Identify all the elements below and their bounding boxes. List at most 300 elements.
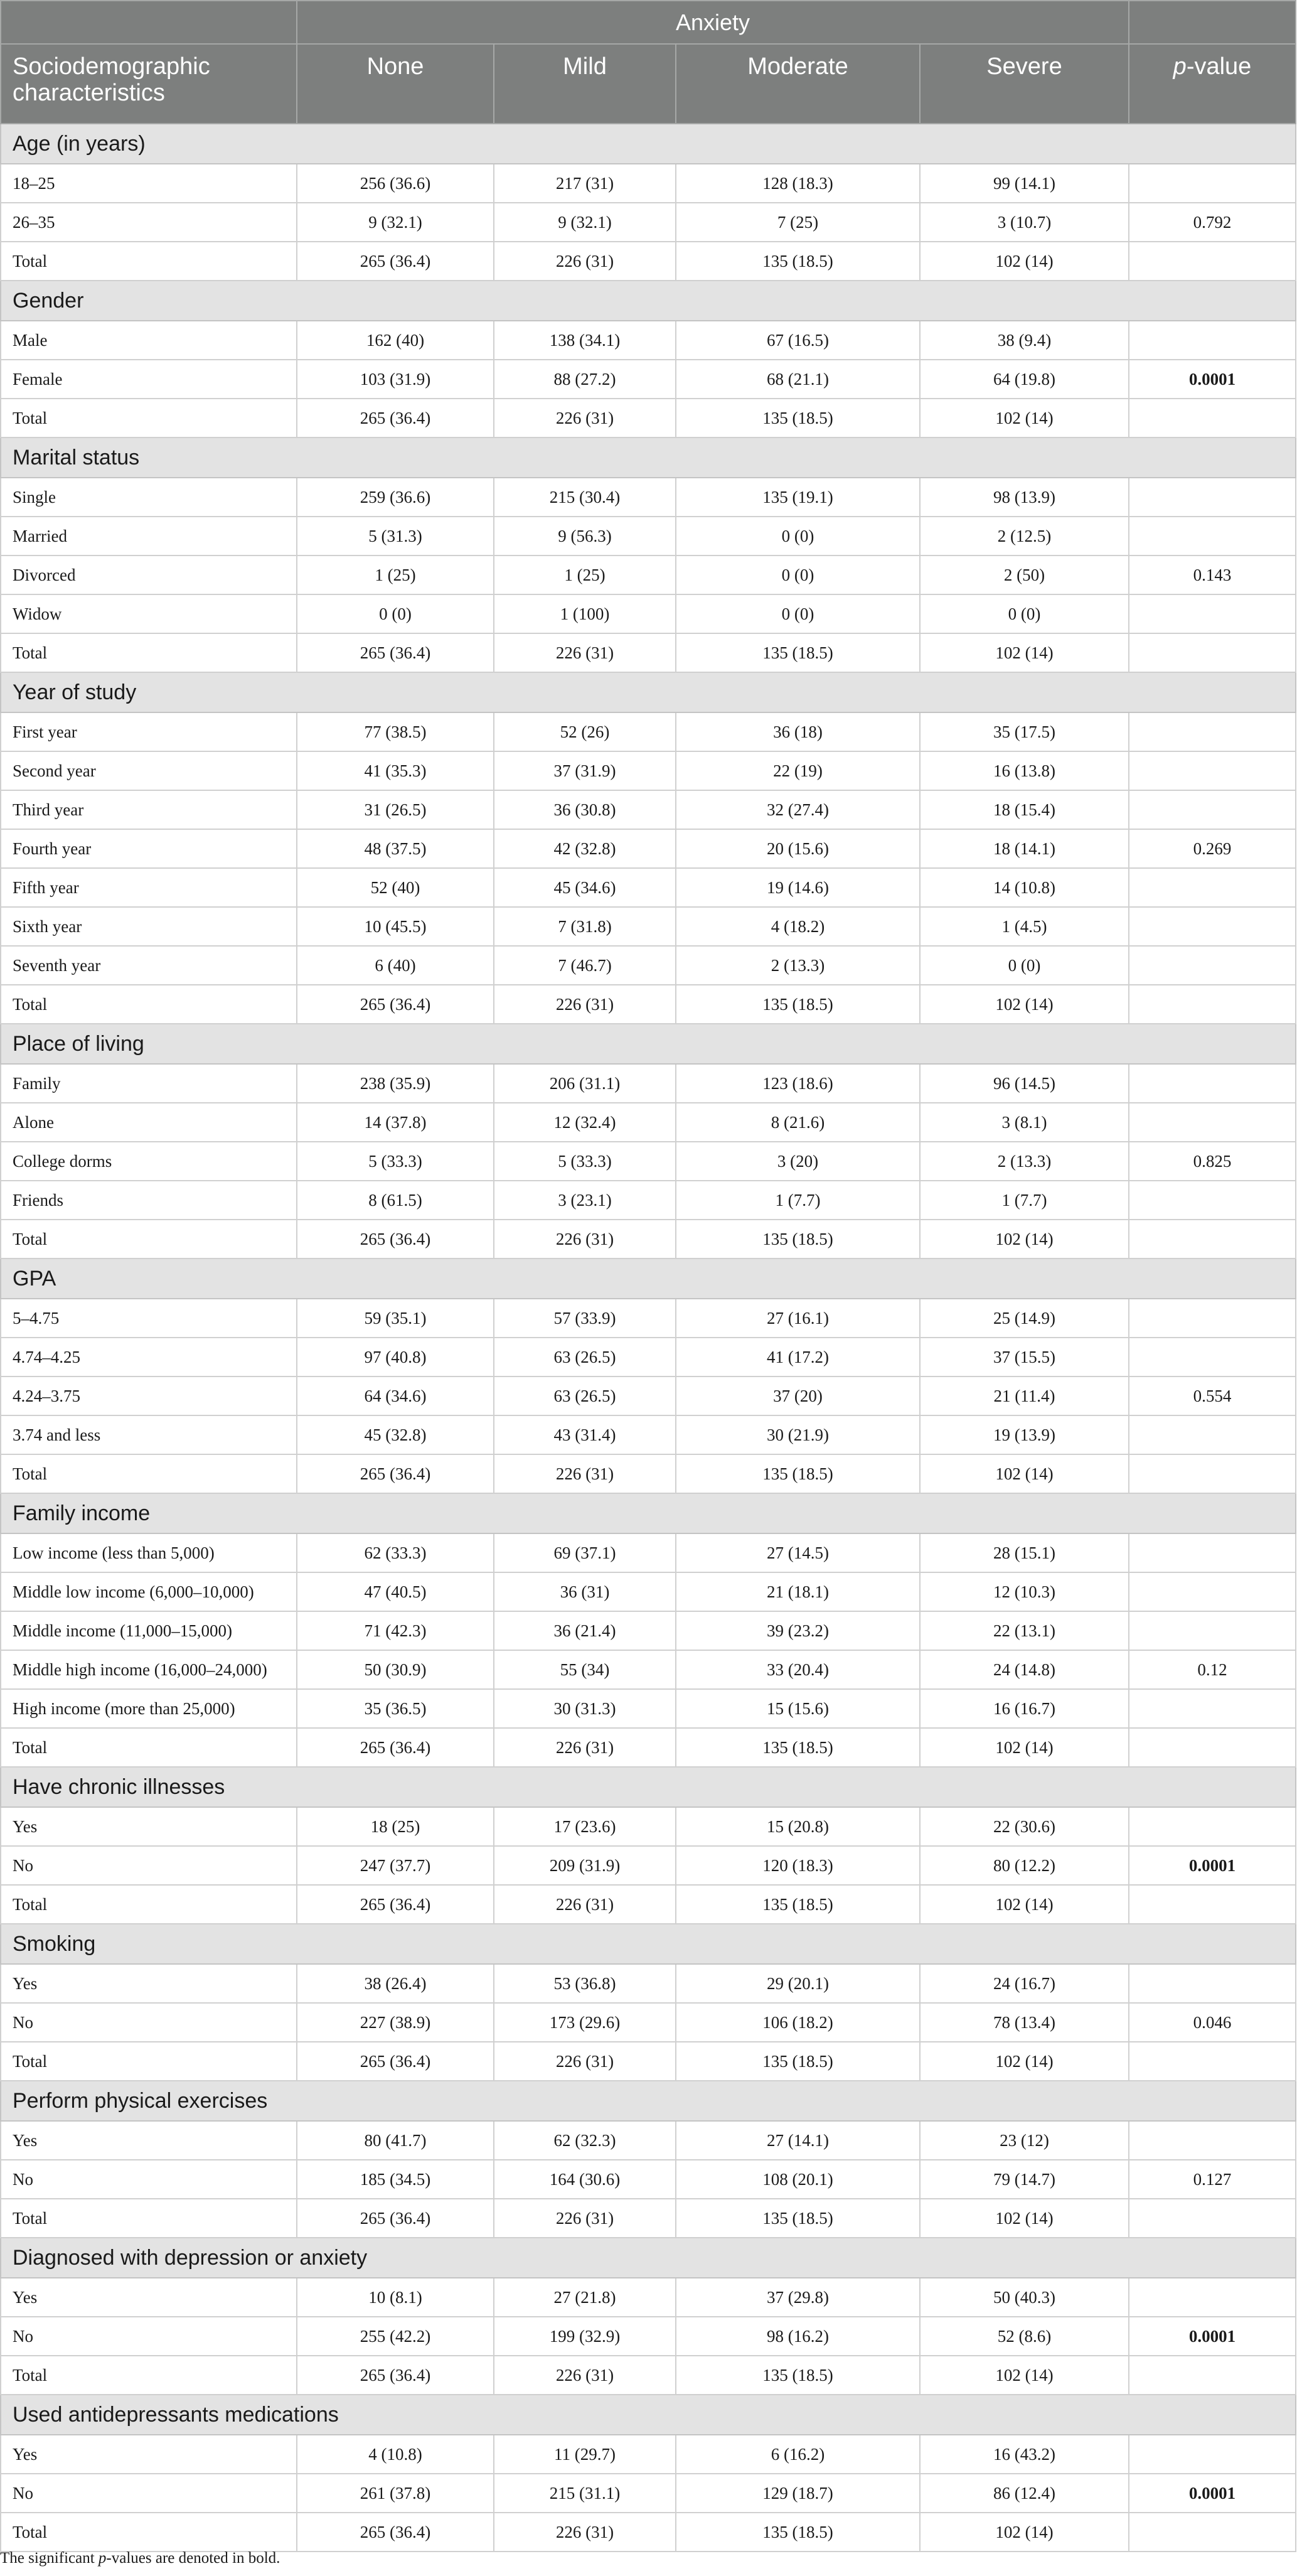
section-title: Have chronic illnesses: [1, 1767, 1296, 1807]
table-row: [1, 1572, 1296, 1611]
value-cell: 135 (18.5): [676, 1728, 920, 1767]
row-label: High income (more than 25,000): [1, 1689, 297, 1728]
pvalue-cell: [1129, 517, 1296, 555]
value-cell: 29 (20.1): [676, 1964, 920, 2003]
value-cell: 35 (17.5): [920, 712, 1129, 751]
section-title: Age (in years): [1, 124, 1296, 164]
row-label: Total: [1, 1454, 297, 1493]
value-cell: 37 (29.8): [676, 2278, 920, 2317]
pvalue-cell: [1129, 946, 1296, 985]
value-cell: 2 (50): [920, 555, 1129, 594]
row-label: Male: [1, 321, 297, 360]
level-header: Severe: [920, 44, 1129, 124]
section-header-row: [1, 1767, 1296, 1807]
pvalue-cell: [1129, 1885, 1296, 1924]
row-label: Divorced: [1, 555, 297, 594]
value-cell: 259 (36.6): [297, 478, 494, 517]
pvalue-cell: 0.0001: [1129, 360, 1296, 399]
table-row: [1, 164, 1296, 203]
row-label: No: [1, 1846, 297, 1885]
value-cell: 261 (37.8): [297, 2474, 494, 2513]
value-cell: 9 (32.1): [494, 203, 676, 242]
row-label: Yes: [1, 1964, 297, 2003]
value-cell: 22 (13.1): [920, 1611, 1129, 1650]
pvalue-cell: [1129, 164, 1296, 203]
table-row: [1, 203, 1296, 242]
section-title: Smoking: [1, 1924, 1296, 1964]
value-cell: 3 (8.1): [920, 1103, 1129, 1142]
value-cell: 0 (0): [676, 594, 920, 633]
row-label: 5–4.75: [1, 1299, 297, 1338]
section-header-row: [1, 1258, 1296, 1299]
value-cell: 3 (23.1): [494, 1181, 676, 1220]
table-row: [1, 1885, 1296, 1924]
pvalue-cell: 0.143: [1129, 555, 1296, 594]
row-label: Fifth year: [1, 868, 297, 907]
value-cell: 38 (26.4): [297, 1964, 494, 2003]
value-cell: 18 (15.4): [920, 790, 1129, 829]
pvalue-cell: [1129, 1807, 1296, 1846]
value-cell: 8 (61.5): [297, 1181, 494, 1220]
table-row: [1, 399, 1296, 437]
table-row: [1, 751, 1296, 790]
value-cell: 97 (40.8): [297, 1338, 494, 1377]
value-cell: 103 (31.9): [297, 360, 494, 399]
value-cell: 102 (14): [920, 1454, 1129, 1493]
table-row: [1, 712, 1296, 751]
row-label: Total: [1, 1728, 297, 1767]
pvalue-cell: [1129, 2199, 1296, 2238]
value-cell: 173 (29.6): [494, 2003, 676, 2042]
value-cell: 0 (0): [676, 555, 920, 594]
value-cell: 265 (36.4): [297, 1728, 494, 1767]
value-cell: 27 (14.5): [676, 1533, 920, 1572]
row-label: Yes: [1, 1807, 297, 1846]
value-cell: 27 (21.8): [494, 2278, 676, 2317]
value-cell: 256 (36.6): [297, 164, 494, 203]
section-title: Family income: [1, 1493, 1296, 1533]
row-label: Yes: [1, 2278, 297, 2317]
pvalue-cell: [1129, 242, 1296, 281]
row-label: Friends: [1, 1181, 297, 1220]
table-row: [1, 1181, 1296, 1220]
row-label: Alone: [1, 1103, 297, 1142]
value-cell: 42 (32.8): [494, 829, 676, 868]
table-row: [1, 1650, 1296, 1689]
value-cell: 265 (36.4): [297, 2199, 494, 2238]
section-header-row: [1, 281, 1296, 321]
value-cell: 265 (36.4): [297, 2513, 494, 2552]
value-cell: 102 (14): [920, 633, 1129, 672]
value-cell: 226 (31): [494, 1454, 676, 1493]
pvalue-cell: [1129, 399, 1296, 437]
value-cell: 4 (18.2): [676, 907, 920, 946]
pvalue-cell: [1129, 478, 1296, 517]
header-row-group: [1, 1, 1296, 44]
level-header: Moderate: [676, 44, 920, 124]
value-cell: 135 (18.5): [676, 1220, 920, 1258]
value-cell: 0 (0): [297, 594, 494, 633]
row-label: No: [1, 2474, 297, 2513]
pvalue-cell: [1129, 1964, 1296, 2003]
anxiety-group-header: Anxiety: [297, 1, 1129, 44]
value-cell: 16 (16.7): [920, 1689, 1129, 1728]
section-title: Diagnosed with depression or anxiety: [1, 2238, 1296, 2278]
pvalue-cell: 0.0001: [1129, 1846, 1296, 1885]
pvalue-cell: [1129, 1689, 1296, 1728]
pvalue-cell: [1129, 1299, 1296, 1338]
value-cell: 5 (33.3): [494, 1142, 676, 1181]
table-row: [1, 321, 1296, 360]
value-cell: 226 (31): [494, 633, 676, 672]
value-cell: 226 (31): [494, 2199, 676, 2238]
table-row: [1, 2199, 1296, 2238]
table-row: [1, 2435, 1296, 2474]
value-cell: 1 (7.7): [920, 1181, 1129, 1220]
value-cell: 135 (18.5): [676, 1454, 920, 1493]
value-cell: 106 (18.2): [676, 2003, 920, 2042]
pvalue-cell: [1129, 2278, 1296, 2317]
value-cell: 80 (12.2): [920, 1846, 1129, 1885]
value-cell: 45 (32.8): [297, 1415, 494, 1454]
row-label: Second year: [1, 751, 297, 790]
pvalue-cell: [1129, 1572, 1296, 1611]
value-cell: 98 (13.9): [920, 478, 1129, 517]
row-label: Single: [1, 478, 297, 517]
row-label: No: [1, 2160, 297, 2199]
value-cell: 226 (31): [494, 1728, 676, 1767]
value-cell: 98 (16.2): [676, 2317, 920, 2356]
row-label: Fourth year: [1, 829, 297, 868]
table-row: [1, 2474, 1296, 2513]
table-row: [1, 2160, 1296, 2199]
value-cell: 164 (30.6): [494, 2160, 676, 2199]
value-cell: 265 (36.4): [297, 1885, 494, 1924]
pvalue-cell: 0.127: [1129, 2160, 1296, 2199]
table-row: [1, 985, 1296, 1024]
value-cell: 19 (13.9): [920, 1415, 1129, 1454]
value-cell: 135 (18.5): [676, 985, 920, 1024]
value-cell: 102 (14): [920, 2513, 1129, 2552]
pvalue-cell: [1129, 790, 1296, 829]
value-cell: 37 (15.5): [920, 1338, 1129, 1377]
value-cell: 185 (34.5): [297, 2160, 494, 2199]
value-cell: 3 (10.7): [920, 203, 1129, 242]
value-cell: 63 (26.5): [494, 1377, 676, 1415]
value-cell: 5 (31.3): [297, 517, 494, 555]
table-row: [1, 1689, 1296, 1728]
pvalue-cell: [1129, 1064, 1296, 1103]
value-cell: 265 (36.4): [297, 1454, 494, 1493]
row-label: 26–35: [1, 203, 297, 242]
value-cell: 135 (19.1): [676, 478, 920, 517]
value-cell: 30 (21.9): [676, 1415, 920, 1454]
value-cell: 135 (18.5): [676, 633, 920, 672]
value-cell: 67 (16.5): [676, 321, 920, 360]
value-cell: 135 (18.5): [676, 242, 920, 281]
pvalue-cell: [1129, 2435, 1296, 2474]
value-cell: 102 (14): [920, 2356, 1129, 2395]
value-cell: 86 (12.4): [920, 2474, 1129, 2513]
table-row: [1, 1220, 1296, 1258]
pvalue-cell: 0.554: [1129, 1377, 1296, 1415]
value-cell: 108 (20.1): [676, 2160, 920, 2199]
table-row: [1, 2042, 1296, 2081]
value-cell: 36 (18): [676, 712, 920, 751]
value-cell: 226 (31): [494, 2513, 676, 2552]
value-cell: 68 (21.1): [676, 360, 920, 399]
row-label: 3.74 and less: [1, 1415, 297, 1454]
value-cell: 102 (14): [920, 399, 1129, 437]
value-cell: 52 (26): [494, 712, 676, 751]
section-title: GPA: [1, 1258, 1296, 1299]
pvalue-cell: 0.269: [1129, 829, 1296, 868]
value-cell: 50 (30.9): [297, 1650, 494, 1689]
value-cell: 226 (31): [494, 2042, 676, 2081]
pvalue-cell: [1129, 2121, 1296, 2160]
value-cell: 128 (18.3): [676, 164, 920, 203]
section-title: Perform physical exercises: [1, 2081, 1296, 2121]
value-cell: 47 (40.5): [297, 1572, 494, 1611]
value-cell: 17 (23.6): [494, 1807, 676, 1846]
pvalue-cell: [1129, 2513, 1296, 2552]
table-row: [1, 2121, 1296, 2160]
value-cell: 162 (40): [297, 321, 494, 360]
pvalue-cell: [1129, 1220, 1296, 1258]
value-cell: 9 (56.3): [494, 517, 676, 555]
row-label: Total: [1, 2199, 297, 2238]
value-cell: 102 (14): [920, 2042, 1129, 2081]
row-label: Middle income (11,000–15,000): [1, 1611, 297, 1650]
value-cell: 31 (26.5): [297, 790, 494, 829]
table-row: [1, 1846, 1296, 1885]
value-cell: 135 (18.5): [676, 2513, 920, 2552]
value-cell: 22 (30.6): [920, 1807, 1129, 1846]
value-cell: 39 (23.2): [676, 1611, 920, 1650]
value-cell: 2 (13.3): [676, 946, 920, 985]
table-row: [1, 1377, 1296, 1415]
value-cell: 7 (31.8): [494, 907, 676, 946]
characteristics-header: Sociodemographic characteristics: [1, 44, 297, 124]
value-cell: 52 (8.6): [920, 2317, 1129, 2356]
table-row: [1, 829, 1296, 868]
value-cell: 226 (31): [494, 399, 676, 437]
level-header: None: [297, 44, 494, 124]
value-cell: 0 (0): [920, 946, 1129, 985]
value-cell: 55 (34): [494, 1650, 676, 1689]
section-title: Place of living: [1, 1024, 1296, 1064]
value-cell: 30 (31.3): [494, 1689, 676, 1728]
row-label: Total: [1, 2513, 297, 2552]
section-title: Marital status: [1, 437, 1296, 478]
table-row: [1, 2356, 1296, 2395]
value-cell: 247 (37.7): [297, 1846, 494, 1885]
value-cell: 64 (34.6): [297, 1377, 494, 1415]
table-row: [1, 1338, 1296, 1377]
value-cell: 36 (21.4): [494, 1611, 676, 1650]
table-row: [1, 1064, 1296, 1103]
table-row: [1, 1454, 1296, 1493]
section-title: Gender: [1, 281, 1296, 321]
value-cell: 135 (18.5): [676, 2356, 920, 2395]
row-label: No: [1, 2317, 297, 2356]
value-cell: 135 (18.5): [676, 399, 920, 437]
value-cell: 209 (31.9): [494, 1846, 676, 1885]
value-cell: 265 (36.4): [297, 985, 494, 1024]
value-cell: 11 (29.7): [494, 2435, 676, 2474]
pvalue-cell: [1129, 594, 1296, 633]
section-header-row: [1, 124, 1296, 164]
value-cell: 12 (32.4): [494, 1103, 676, 1142]
table-row: [1, 1103, 1296, 1142]
value-cell: 41 (17.2): [676, 1338, 920, 1377]
table-row: [1, 1807, 1296, 1846]
section-title: Year of study: [1, 672, 1296, 712]
value-cell: 99 (14.1): [920, 164, 1129, 203]
pvalue-cell: [1129, 2042, 1296, 2081]
value-cell: 265 (36.4): [297, 2042, 494, 2081]
pvalue-cell: [1129, 712, 1296, 751]
row-label: Total: [1, 399, 297, 437]
value-cell: 77 (38.5): [297, 712, 494, 751]
pvalue-cell: [1129, 985, 1296, 1024]
header-empty-cell: [1129, 1, 1296, 44]
table-row: [1, 1415, 1296, 1454]
table-row: [1, 594, 1296, 633]
value-cell: 25 (14.9): [920, 1299, 1129, 1338]
value-cell: 265 (36.4): [297, 2356, 494, 2395]
value-cell: 255 (42.2): [297, 2317, 494, 2356]
table-row: [1, 2513, 1296, 2552]
row-label: Total: [1, 633, 297, 672]
table-row: [1, 1611, 1296, 1650]
row-label: Yes: [1, 2121, 297, 2160]
value-cell: 226 (31): [494, 985, 676, 1024]
pvalue-cell: [1129, 751, 1296, 790]
value-cell: 0 (0): [920, 594, 1129, 633]
section-title: Used antidepressants medications: [1, 2395, 1296, 2435]
table-row: [1, 1728, 1296, 1767]
value-cell: 138 (34.1): [494, 321, 676, 360]
row-label: Total: [1, 1220, 297, 1258]
pvalue-cell: [1129, 868, 1296, 907]
value-cell: 20 (15.6): [676, 829, 920, 868]
value-cell: 21 (18.1): [676, 1572, 920, 1611]
value-cell: 7 (46.7): [494, 946, 676, 985]
row-label: Middle low income (6,000–10,000): [1, 1572, 297, 1611]
value-cell: 69 (37.1): [494, 1533, 676, 1572]
value-cell: 62 (32.3): [494, 2121, 676, 2160]
value-cell: 38 (9.4): [920, 321, 1129, 360]
value-cell: 35 (36.5): [297, 1689, 494, 1728]
row-label: Total: [1, 985, 297, 1024]
section-header-row: [1, 1493, 1296, 1533]
value-cell: 63 (26.5): [494, 1338, 676, 1377]
value-cell: 14 (10.8): [920, 868, 1129, 907]
section-header-row: [1, 672, 1296, 712]
value-cell: 1 (25): [494, 555, 676, 594]
pvalue-cell: [1129, 1728, 1296, 1767]
value-cell: 79 (14.7): [920, 2160, 1129, 2199]
header-row-columns: [1, 44, 1296, 124]
header-empty-cell: [1, 1, 297, 44]
value-cell: 135 (18.5): [676, 2199, 920, 2238]
row-label: Total: [1, 2356, 297, 2395]
value-cell: 7 (25): [676, 203, 920, 242]
value-cell: 15 (15.6): [676, 1689, 920, 1728]
value-cell: 48 (37.5): [297, 829, 494, 868]
row-label: 4.74–4.25: [1, 1338, 297, 1377]
table-row: [1, 1533, 1296, 1572]
value-cell: 226 (31): [494, 1885, 676, 1924]
pvalue-cell: [1129, 633, 1296, 672]
pvalue-cell: 0.825: [1129, 1142, 1296, 1181]
value-cell: 135 (18.5): [676, 2042, 920, 2081]
pvalue-cell: [1129, 1338, 1296, 1377]
value-cell: 3 (20): [676, 1142, 920, 1181]
value-cell: 215 (31.1): [494, 2474, 676, 2513]
row-label: Widow: [1, 594, 297, 633]
row-label: College dorms: [1, 1142, 297, 1181]
value-cell: 102 (14): [920, 1728, 1129, 1767]
value-cell: 8 (21.6): [676, 1103, 920, 1142]
row-label: Total: [1, 242, 297, 281]
pvalue-cell: [1129, 907, 1296, 946]
value-cell: 96 (14.5): [920, 1064, 1129, 1103]
table-row: [1, 790, 1296, 829]
pvalue-cell: 0.0001: [1129, 2317, 1296, 2356]
pvalue-cell: 0.792: [1129, 203, 1296, 242]
table-row: [1, 2003, 1296, 2042]
footnote: The significant p-values are denoted in bold.: [0, 2550, 280, 2567]
value-cell: 45 (34.6): [494, 868, 676, 907]
value-cell: 129 (18.7): [676, 2474, 920, 2513]
row-label: Sixth year: [1, 907, 297, 946]
pvalue-cell: [1129, 1103, 1296, 1142]
value-cell: 88 (27.2): [494, 360, 676, 399]
value-cell: 27 (14.1): [676, 2121, 920, 2160]
section-header-row: [1, 2395, 1296, 2435]
row-label: Total: [1, 1885, 297, 1924]
value-cell: 1 (7.7): [676, 1181, 920, 1220]
value-cell: 21 (11.4): [920, 1377, 1129, 1415]
value-cell: 0 (0): [676, 517, 920, 555]
value-cell: 123 (18.6): [676, 1064, 920, 1103]
table-row: [1, 1299, 1296, 1338]
row-label: Middle high income (16,000–24,000): [1, 1650, 297, 1689]
table-row: [1, 242, 1296, 281]
value-cell: 33 (20.4): [676, 1650, 920, 1689]
pvalue-cell: 0.046: [1129, 2003, 1296, 2042]
pvalue-cell: 0.12: [1129, 1650, 1296, 1689]
value-cell: 32 (27.4): [676, 790, 920, 829]
row-label: Yes: [1, 2435, 297, 2474]
value-cell: 27 (16.1): [676, 1299, 920, 1338]
value-cell: 135 (18.5): [676, 1885, 920, 1924]
value-cell: 1 (25): [297, 555, 494, 594]
value-cell: 52 (40): [297, 868, 494, 907]
value-cell: 59 (35.1): [297, 1299, 494, 1338]
value-cell: 6 (16.2): [676, 2435, 920, 2474]
pvalue-header: p-value: [1129, 44, 1296, 124]
value-cell: 23 (12): [920, 2121, 1129, 2160]
value-cell: 24 (14.8): [920, 1650, 1129, 1689]
value-cell: 5 (33.3): [297, 1142, 494, 1181]
value-cell: 43 (31.4): [494, 1415, 676, 1454]
value-cell: 78 (13.4): [920, 2003, 1129, 2042]
value-cell: 9 (32.1): [297, 203, 494, 242]
row-label: Third year: [1, 790, 297, 829]
